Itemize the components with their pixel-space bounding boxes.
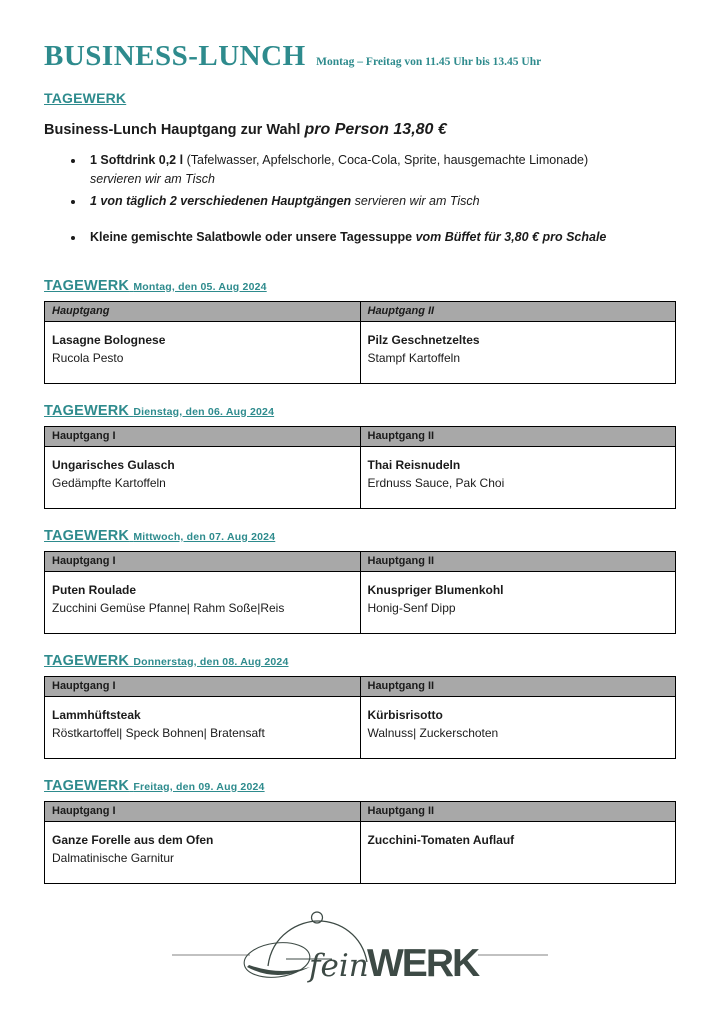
dish-name: Lammhüftsteak bbox=[52, 708, 141, 722]
logo-bold-text: WERK bbox=[367, 942, 479, 985]
column-header-hauptgang-2: Hauptgang II bbox=[360, 802, 676, 822]
menu-cell bbox=[360, 322, 676, 384]
section-heading bbox=[44, 528, 676, 544]
section-heading-tagewerk: TAGEWERK bbox=[44, 778, 130, 794]
menu-cell bbox=[45, 822, 361, 884]
softdrink-note: servieren wir am Tisch bbox=[90, 172, 215, 186]
dish-side: Röstkartoffel| Speck Bohnen| Bratensaft bbox=[52, 726, 265, 740]
section-date: Freitag, den 09. Aug 2024 bbox=[133, 781, 265, 793]
dish-side: Stampf Kartoffeln bbox=[367, 351, 460, 365]
tagewerk-heading: TAGEWERK bbox=[44, 90, 127, 106]
column-header-hauptgang-2: Hauptgang II bbox=[360, 427, 676, 447]
offer-price: pro Person 13,80 € bbox=[304, 121, 447, 138]
menu-table-donnerstag bbox=[44, 676, 676, 759]
hauptgaenge-note: servieren wir am Tisch bbox=[354, 194, 480, 208]
menu-cell bbox=[45, 572, 361, 634]
column-header-hauptgang-1: Hauptgang I bbox=[45, 552, 361, 572]
column-header-hauptgang-1: Hauptgang bbox=[45, 302, 361, 322]
dish-side: Walnuss| Zuckerschoten bbox=[367, 726, 499, 740]
menu-table-dienstag bbox=[44, 426, 676, 509]
column-header-hauptgang-1: Hauptgang I bbox=[45, 802, 361, 822]
column-header-hauptgang-2: Hauptgang II bbox=[360, 302, 676, 322]
menu-cell bbox=[360, 572, 676, 634]
offer-line bbox=[44, 121, 676, 139]
menu-table-mittwoch bbox=[44, 551, 676, 634]
section-mittwoch bbox=[44, 528, 676, 634]
offer-text: Business-Lunch Hauptgang zur Wahl bbox=[44, 122, 301, 138]
section-date: Montag, den 05. Aug 2024 bbox=[133, 281, 267, 293]
column-header-hauptgang-2: Hauptgang II bbox=[360, 677, 676, 697]
dish-name: Pilz Geschnetzeltes bbox=[367, 333, 480, 347]
dish-name: Knuspriger Blumenkohl bbox=[367, 583, 504, 597]
document-footer bbox=[44, 908, 676, 996]
menu-table-freitag bbox=[44, 801, 676, 884]
section-heading-tagewerk: TAGEWERK bbox=[44, 403, 130, 419]
opening-hours: Montag – Freitag von 11.45 Uhr bis 13.45 Uhr bbox=[316, 56, 542, 68]
dish-name: Kürbisrisotto bbox=[367, 708, 443, 722]
section-heading-tagewerk: TAGEWERK bbox=[44, 278, 130, 294]
logo-script-text: fein bbox=[309, 948, 369, 984]
dish-side: Rucola Pesto bbox=[52, 351, 124, 365]
softdrink-options: (Tafelwasser, Apfelschorle, Coca-Cola, Sprite, hausgemachte Limonade) bbox=[186, 153, 589, 167]
bullet-softdrink bbox=[85, 151, 676, 189]
menu-cell bbox=[45, 447, 361, 509]
hauptgaenge-bold: 1 von täglich 2 verschiedenen Hauptgängen bbox=[90, 194, 352, 208]
column-header-hauptgang-2: Hauptgang II bbox=[360, 552, 676, 572]
dish-side: Honig-Senf Dipp bbox=[367, 601, 456, 615]
menu-cell bbox=[45, 322, 361, 384]
menu-cell bbox=[360, 697, 676, 759]
section-donnerstag bbox=[44, 653, 676, 759]
dish-name: Zucchini-Tomaten Auflauf bbox=[367, 833, 515, 847]
page-title: BUSINESS-LUNCH bbox=[44, 40, 306, 72]
column-header-hauptgang-1: Hauptgang I bbox=[45, 427, 361, 447]
section-date: Mittwoch, den 07. Aug 2024 bbox=[133, 531, 276, 543]
softdrink-bold: 1 Softdrink 0,2 l bbox=[90, 153, 184, 167]
dish-name: Thai Reisnudeln bbox=[367, 458, 461, 472]
section-date: Donnerstag, den 08. Aug 2024 bbox=[133, 656, 289, 668]
dish-name: Ungarisches Gulasch bbox=[52, 458, 175, 472]
menu-cell bbox=[360, 447, 676, 509]
section-heading bbox=[44, 403, 676, 419]
dish-name: Lasagne Bolognese bbox=[52, 333, 166, 347]
dish-name: Ganze Forelle aus dem Ofen bbox=[52, 833, 214, 847]
menu-cell bbox=[360, 822, 676, 884]
bullet-salatbowle bbox=[85, 228, 676, 247]
dish-side: Dalmatinische Garnitur bbox=[52, 851, 175, 865]
section-heading bbox=[44, 653, 676, 669]
menu-table-montag bbox=[44, 301, 676, 384]
document-header bbox=[44, 40, 676, 73]
salatbowle-price: vom Büffet für 3,80 € pro Schale bbox=[415, 230, 607, 244]
dish-side: Erdnuss Sauce, Pak Choi bbox=[367, 476, 505, 490]
section-heading bbox=[44, 778, 676, 794]
section-montag bbox=[44, 278, 676, 384]
section-heading-tagewerk: TAGEWERK bbox=[44, 528, 130, 544]
column-header-hauptgang-1: Hauptgang I bbox=[45, 677, 361, 697]
salatbowle-bold: Kleine gemischte Salatbowle oder unsere Tagessuppe bbox=[90, 230, 413, 244]
dish-side: Gedämpfte Kartoffeln bbox=[52, 476, 166, 490]
section-freitag bbox=[44, 778, 676, 884]
section-dienstag bbox=[44, 403, 676, 509]
section-date: Dienstag, den 06. Aug 2024 bbox=[133, 406, 275, 418]
feinwerk-logo bbox=[170, 908, 550, 996]
section-heading-tagewerk: TAGEWERK bbox=[44, 653, 130, 669]
section-heading bbox=[44, 278, 676, 294]
bullet-hauptgaenge bbox=[85, 192, 676, 211]
dish-name: Puten Roulade bbox=[52, 583, 137, 597]
menu-cell bbox=[45, 697, 361, 759]
dish-side: Zucchini Gemüse Pfanne| Rahm Soße|Reis bbox=[52, 601, 285, 615]
offer-bullet-list bbox=[44, 151, 676, 247]
